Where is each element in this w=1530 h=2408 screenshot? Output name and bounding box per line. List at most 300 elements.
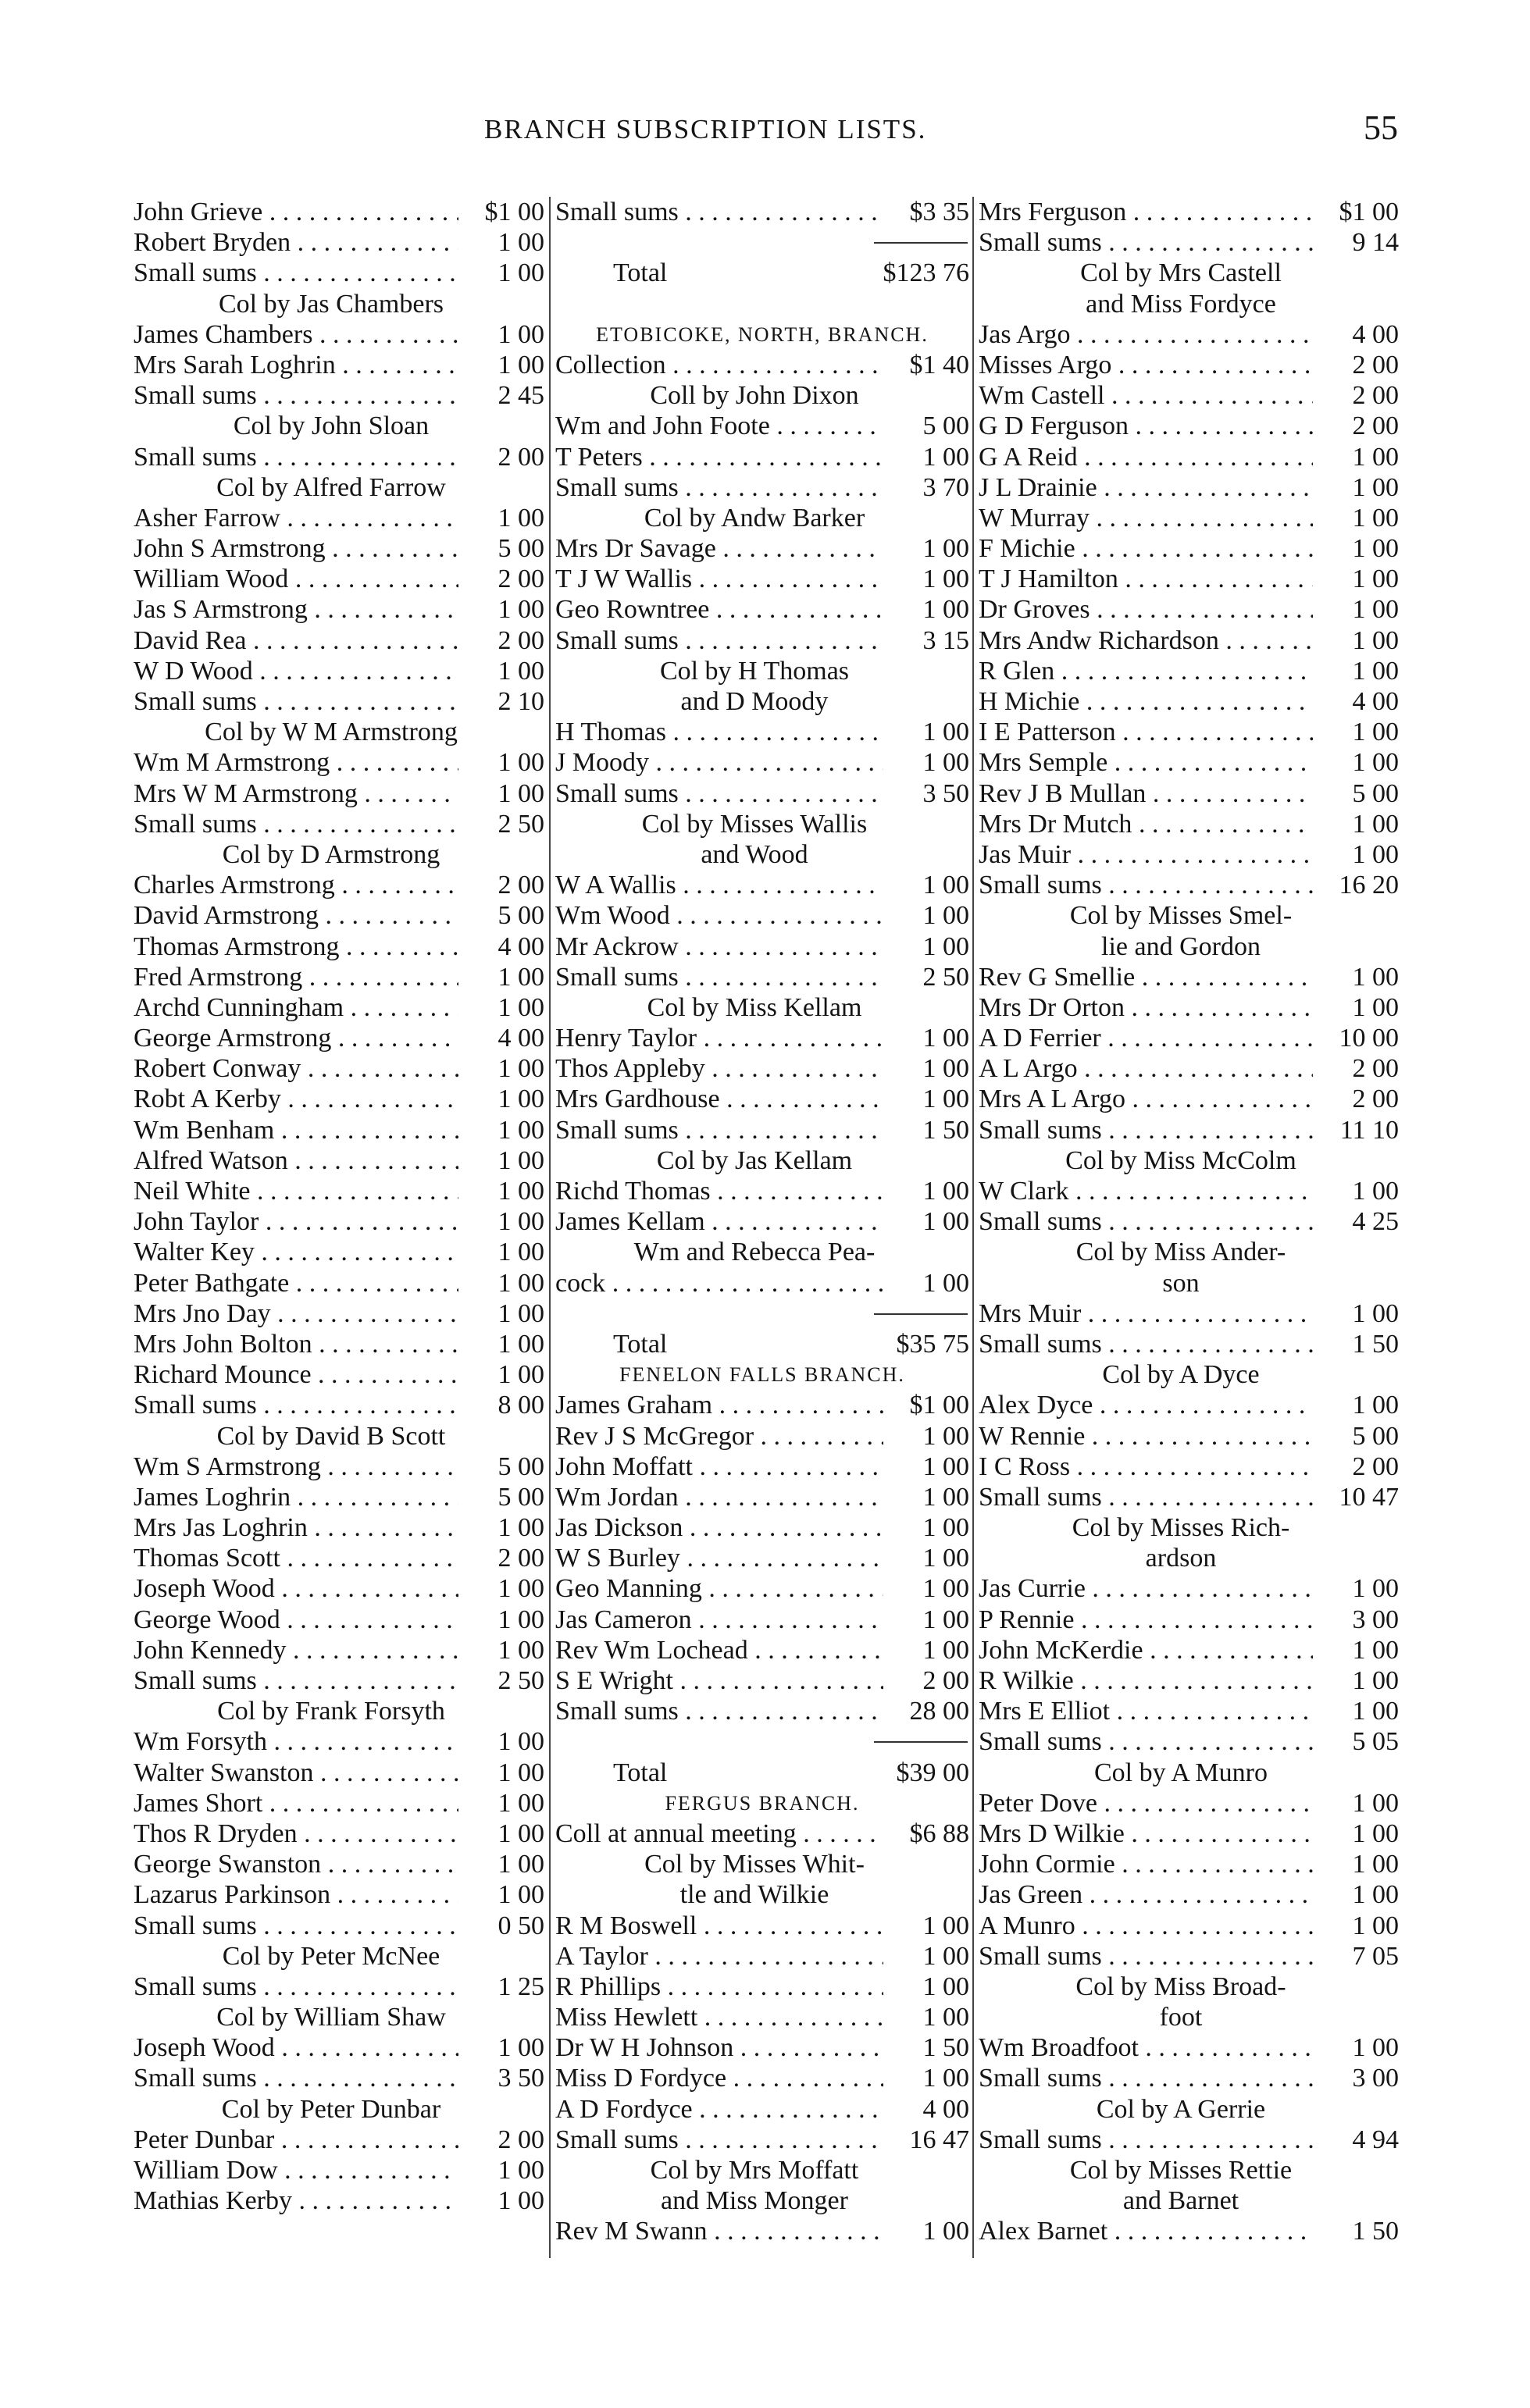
subscriber-name: Small sums . . . [555, 962, 886, 992]
subscription-amount: 1 00 [883, 717, 969, 747]
subscription-amount: 1 00 [458, 1726, 544, 1757]
subscription-entry [551, 2094, 974, 2125]
subscriber-name: Robert Bryden . . . [134, 227, 462, 258]
subscriber-name: Small sums . . . [134, 442, 462, 472]
subscription-entry [551, 1543, 974, 1573]
subscription-amount: 1 00 [458, 2032, 544, 2063]
subscriber-name: George Swanston . . . [134, 1849, 462, 1879]
subscriber-name: Archd Cunningham . . . [134, 992, 462, 1023]
subscriber-name: Mrs Dr Mutch . . . [979, 809, 1316, 839]
subscription-entry [974, 2032, 1403, 2063]
subscription-entry [129, 1726, 549, 1757]
subscription-amount: 1 00 [1313, 1635, 1399, 1665]
subscription-entry [974, 1084, 1403, 1114]
subscription-entry [551, 2125, 974, 2155]
subscription-amount: 2 45 [458, 380, 544, 411]
subscriber-name: Coll at annual meeting . . . [555, 1818, 886, 1849]
subscription-entry [974, 1788, 1403, 1818]
subscription-entry [974, 1390, 1403, 1420]
subscription-entry [974, 411, 1403, 441]
subscription-amount: 1 00 [458, 1359, 544, 1390]
subscription-amount: 5 00 [458, 533, 544, 564]
collector-heading: Col by A Gerrie [1096, 2094, 1266, 2124]
subscription-entry [551, 472, 974, 503]
subscriber-name: Lazarus Parkinson . . . [134, 1879, 462, 1910]
spacer [551, 289, 974, 319]
subscriber-name: Small sums . . . [134, 1665, 462, 1696]
subscriber-name: John Taylor . . . [134, 1206, 462, 1237]
running-title: BRANCH SUBSCRIPTION LISTS. [484, 114, 927, 144]
subscription-amount: 1 00 [883, 2216, 969, 2246]
subscription-amount: 16 20 [1313, 870, 1399, 900]
subscription-entry [974, 533, 1403, 564]
subscriber-name: I C Ross . . . [979, 1452, 1316, 1482]
subscription-amount: 1 00 [458, 1818, 544, 1849]
subscription-amount: 5 00 [458, 1482, 544, 1512]
collector-heading: Col by Miss Ander- [1075, 1238, 1286, 1267]
collector-heading: Col by Frank Forsyth [217, 1697, 445, 1726]
collector-heading: ardson [1145, 1544, 1217, 1573]
collector-heading: Col by Jas Chambers [218, 289, 444, 319]
subscription-entry [551, 1972, 974, 2002]
subscription-entry [974, 197, 1403, 227]
subscription-entry [129, 1573, 549, 1604]
column-2 [549, 197, 974, 2258]
subscriber-name: Small sums . . . [555, 1115, 886, 1145]
subscription-entry [551, 594, 974, 625]
subscription-entry [551, 442, 974, 472]
collector-heading: Col by Andw Barker [644, 503, 865, 533]
subscription-entry [551, 625, 974, 656]
subscriber-name: A Munro . . . [979, 1911, 1316, 1941]
subscription-entry [551, 1452, 974, 1482]
subscriber-name: Jas Argo . . . [979, 319, 1316, 350]
collector-heading: Col by Jas Kellam [656, 1145, 853, 1175]
subscription-entry [974, 1696, 1403, 1726]
subscription-amount: 1 00 [883, 1635, 969, 1665]
subscription-entry [551, 1053, 974, 1084]
collector-heading: Col by H Thomas [659, 656, 850, 686]
subscriber-name: Mrs Andw Richardson . . . [979, 625, 1316, 656]
subscription-amount: 1 00 [1313, 747, 1399, 778]
subscriber-name: Small sums . . . [555, 2125, 886, 2155]
subscription-amount: $1 00 [458, 197, 544, 227]
collector-heading: Col by W M Armstrong [205, 718, 458, 747]
subscription-amount: 1 00 [883, 1512, 969, 1543]
subscription-amount: 1 00 [1313, 1911, 1399, 1941]
subscription-amount: 1 00 [1313, 1176, 1399, 1206]
subscriber-name: Mrs W M Armstrong . . . [134, 778, 462, 809]
subscriber-name: George Wood . . . [134, 1605, 462, 1635]
subscription-amount: 1 00 [458, 1268, 544, 1298]
subscription-entry [551, 1482, 974, 1512]
subscription-entry [551, 1911, 974, 1941]
branch-total [551, 1329, 974, 1359]
subscriber-name: J Moody . . . [555, 747, 886, 778]
subscriber-name: Miss D Fordyce . . . [555, 2063, 886, 2093]
subscriber-name: Small sums . . . [979, 1115, 1316, 1145]
subscription-amount: 1 00 [1313, 472, 1399, 503]
subscription-amount: 5 05 [1313, 1726, 1399, 1757]
subscription-entry [129, 1084, 549, 1114]
subscriber-name: John Grieve . . . [134, 197, 462, 227]
subscription-entry [974, 1635, 1403, 1665]
subscription-amount: 1 00 [1313, 1573, 1399, 1604]
subscriber-name: A Taylor . . . [555, 1941, 886, 1972]
subscription-entry [974, 1911, 1403, 1941]
subscription-entry [974, 319, 1403, 350]
subscription-entry [551, 1390, 974, 1420]
subscription-entry [129, 2125, 549, 2155]
subscriber-name: Miss Hewlett . . . [555, 2002, 886, 2032]
subscriber-name: Small sums . . . [134, 1390, 462, 1420]
subscriber-name: Rev M Swann . . . [555, 2216, 886, 2246]
subscription-entry [551, 2063, 974, 2093]
subscription-amount: 1 00 [883, 533, 969, 564]
subscription-amount: 1 00 [458, 1298, 544, 1329]
subscription-entry [974, 1879, 1403, 1910]
subscription-entry [974, 2063, 1403, 2093]
subscriber-name: Walter Swanston . . . [134, 1758, 462, 1788]
subscription-amount: 1 00 [883, 564, 969, 594]
subscriber-name: Rev J B Mullan . . . [979, 778, 1316, 809]
subscriber-name: George Armstrong . . . [134, 1023, 462, 1053]
subscription-amount: 0 50 [458, 1911, 544, 1941]
subscription-amount: 1 00 [883, 2002, 969, 2032]
column-3 [972, 197, 1403, 2258]
subscription-amount: 1 00 [1313, 564, 1399, 594]
subscription-amount: 1 00 [1313, 1788, 1399, 1818]
subscriber-name: Alex Dyce . . . [979, 1390, 1316, 1420]
subscriber-name: Thomas Scott . . . [134, 1543, 462, 1573]
subscription-entry [129, 533, 549, 564]
subscription-entry [129, 625, 549, 656]
subscription-entry [129, 2155, 549, 2185]
subscription-amount: 28 00 [883, 1696, 969, 1726]
subscription-amount: 1 00 [458, 594, 544, 625]
subscription-amount: 7 05 [1313, 1941, 1399, 1972]
subscriber-name: Small sums . . . [134, 809, 462, 839]
subscription-entry [129, 1758, 549, 1788]
subscriber-name: Mrs E Elliot . . . [979, 1696, 1316, 1726]
subscriber-name: Peter Dove . . . [979, 1788, 1316, 1818]
subscription-entry [129, 1788, 549, 1818]
subscriber-name: Mrs Semple . . . [979, 747, 1316, 778]
subscription-amount: 1 00 [883, 1206, 969, 1237]
subscription-entry [129, 1145, 549, 1176]
subscription-amount: 5 00 [883, 411, 969, 441]
subscriber-name: R Wilkie . . . [979, 1665, 1316, 1696]
subscriber-name: Rev G Smellie . . . [979, 962, 1316, 992]
subscription-entry [974, 809, 1403, 839]
subscription-entry [129, 656, 549, 686]
subscriber-name: Peter Bathgate . . . [134, 1268, 462, 1298]
subscription-entry [129, 1298, 549, 1329]
subscriber-name: W Murray . . . [979, 503, 1316, 533]
subscription-entry [974, 686, 1403, 717]
subscriber-name: P Rennie . . . [979, 1605, 1316, 1635]
subscriber-name: David Armstrong . . . [134, 900, 462, 931]
subscription-amount: 1 00 [458, 656, 544, 686]
subscription-entry [974, 2125, 1403, 2155]
subscription-entry [551, 1635, 974, 1665]
subscriber-name: Henry Taylor . . . [555, 1023, 886, 1053]
subscription-amount: 1 00 [1313, 656, 1399, 686]
subscriber-name: Jas Muir . . . [979, 839, 1316, 870]
subscription-amount: 4 00 [458, 1023, 544, 1053]
subscription-entry [974, 1115, 1403, 1145]
subscription-amount: $1 40 [883, 350, 969, 380]
subscription-entry [129, 1543, 549, 1573]
branch-total [551, 258, 974, 288]
subscriber-name: Dr W H Johnson . . . [555, 2032, 886, 2063]
subscription-amount: 2 50 [458, 809, 544, 839]
subscriber-name: William Wood . . . [134, 564, 462, 594]
subscription-amount: 1 50 [883, 1115, 969, 1145]
subscription-amount: 1 00 [883, 1911, 969, 1941]
subscription-amount: 11 10 [1313, 1115, 1399, 1145]
subscription-amount: 1 00 [458, 1084, 544, 1114]
subscriber-name: Thomas Armstrong . . . [134, 931, 462, 962]
collector-heading: Col by Miss McColm [1065, 1145, 1296, 1175]
subscriber-name: I E Patterson . . . [979, 717, 1316, 747]
subscriber-name: Geo Manning . . . [555, 1573, 886, 1604]
total-label: Total [613, 1329, 668, 1359]
collector-heading: son [1162, 1268, 1200, 1298]
subscriber-name: Mrs Jno Day . . . [134, 1298, 462, 1329]
subscriber-name: Small sums . . . [979, 1482, 1316, 1512]
subscription-entry [129, 594, 549, 625]
subscription-amount: 2 00 [458, 870, 544, 900]
subscription-entry [974, 656, 1403, 686]
subscription-entry [129, 992, 549, 1023]
subscriber-name: James Chambers . . . [134, 319, 462, 350]
subscription-entry [129, 1176, 549, 1206]
collector-heading: foot [1159, 2003, 1203, 2032]
subscription-amount: 8 00 [458, 1390, 544, 1420]
branch-heading: FERGUS BRANCH. [665, 1791, 860, 1815]
subscription-entry [974, 625, 1403, 656]
subscriber-name: William Dow . . . [134, 2155, 462, 2185]
subscription-amount: 1 00 [1313, 962, 1399, 992]
subscription-amount: 1 00 [458, 1329, 544, 1359]
subscription-entry [974, 778, 1403, 809]
subscription-amount: 3 70 [883, 472, 969, 503]
total-label: Total [613, 258, 668, 288]
subscription-entry [974, 380, 1403, 411]
subscriber-name: W Rennie . . . [979, 1421, 1316, 1452]
subscriber-name: James Graham . . . [555, 1390, 886, 1420]
subscriber-name: James Kellam . . . [555, 1206, 886, 1237]
subscription-amount: 1 00 [883, 442, 969, 472]
subscriber-name: S E Wright . . . [555, 1665, 886, 1696]
subscription-entry [551, 2216, 974, 2246]
subscriber-name: Mrs Sarah Loghrin . . . [134, 350, 462, 380]
subscriber-name: R Phillips . . . [555, 1972, 886, 2002]
subscriber-name: H Thomas . . . [555, 717, 886, 747]
collector-heading: and D Moody [680, 687, 829, 716]
subscriber-name: A D Fordyce . . . [555, 2094, 886, 2125]
subscription-amount: 1 25 [458, 1972, 544, 2002]
subscriber-name: Fred Armstrong . . . [134, 962, 462, 992]
subscription-amount: 4 25 [1313, 1206, 1399, 1237]
collector-heading: Col by Misses Whit- [644, 1850, 865, 1879]
subscriber-name: Small sums . . . [555, 197, 886, 227]
subscriber-name: James Short . . . [134, 1788, 462, 1818]
subscription-amount: 1 00 [1313, 1665, 1399, 1696]
subscription-entry [129, 1849, 549, 1879]
subscription-amount: 1 00 [458, 1115, 544, 1145]
subscription-amount: 1 50 [1313, 1329, 1399, 1359]
subscriber-name: Wm Broadfoot . . . [979, 2032, 1316, 2063]
subscription-amount: 5 00 [1313, 1421, 1399, 1452]
subscriber-name: Jas S Armstrong . . . [134, 594, 462, 625]
subscription-amount: 1 00 [458, 1879, 544, 1910]
subscription-amount: 1 00 [458, 992, 544, 1023]
subscription-amount: 1 00 [458, 1605, 544, 1635]
collector-heading: and Wood [701, 839, 808, 869]
rule-line [874, 1313, 968, 1315]
collector-heading: Col by Miss Broad- [1075, 1972, 1286, 2001]
subscription-amount: 2 00 [1313, 1452, 1399, 1482]
subscriber-name: T Peters . . . [555, 442, 886, 472]
total-amount: $123 76 [883, 258, 969, 288]
subscription-amount: 1 00 [458, 319, 544, 350]
subscriber-name: Walter Key . . . [134, 1237, 462, 1267]
subscriber-name: Small sums . . . [555, 778, 886, 809]
subscription-amount: 1 00 [1313, 1390, 1399, 1420]
subscription-entry [974, 2216, 1403, 2246]
subscription-entry [129, 1512, 549, 1543]
subscription-entry [974, 1605, 1403, 1635]
subscriber-name: Small sums . . . [979, 227, 1316, 258]
collector-heading: Col by John Sloan [233, 411, 430, 441]
subscriber-name: Wm Forsyth . . . [134, 1726, 462, 1757]
subscriber-name: Small sums . . . [555, 1696, 886, 1726]
subscription-entry [551, 1206, 974, 1237]
subscriber-name: Geo Rowntree . . . [555, 594, 886, 625]
subscription-amount: 1 00 [458, 1758, 544, 1788]
subscription-amount: 2 50 [883, 962, 969, 992]
subscription-entry [129, 319, 549, 350]
subscription-amount: 3 00 [1313, 2063, 1399, 2093]
subscriber-name: Small sums . . . [134, 2063, 462, 2093]
subscription-entry [129, 1268, 549, 1298]
subscriber-name: John Moffatt . . . [555, 1452, 886, 1482]
subscriber-name: W S Burley . . . [555, 1543, 886, 1573]
subscription-amount: 1 00 [458, 1237, 544, 1267]
subscription-entry [974, 1452, 1403, 1482]
subscriber-name: Robert Conway . . . [134, 1053, 462, 1084]
subscription-amount: 10 00 [1313, 1023, 1399, 1053]
subscription-entry [129, 1023, 549, 1053]
subscriber-name: Jas Dickson . . . [555, 1512, 886, 1543]
subscriber-name: R Glen . . . [979, 656, 1316, 686]
subscriber-name: David Rea . . . [134, 625, 462, 656]
subscription-entry [551, 1941, 974, 1972]
subscriber-name: Small sums . . . [979, 1206, 1316, 1237]
subscription-entry [129, 1482, 549, 1512]
subscription-amount: 5 00 [458, 1452, 544, 1482]
collector-heading: Col by Miss Kellam [647, 992, 862, 1022]
subscriber-name: Alfred Watson . . . [134, 1145, 462, 1176]
subscription-amount: 1 00 [1313, 992, 1399, 1023]
collector-heading: Col by Misses Wallis [641, 809, 868, 839]
collector-heading: Col by Misses Smel- [1069, 901, 1293, 931]
subscription-entry [974, 564, 1403, 594]
subscriber-name: Collection . . . [555, 350, 886, 380]
subscription-amount: 2 10 [458, 686, 544, 717]
subscription-amount: 1 00 [883, 870, 969, 900]
subscription-entry [551, 870, 974, 900]
subscription-amount: 1 50 [1313, 2216, 1399, 2246]
subscription-amount: $1 00 [883, 1390, 969, 1420]
subscription-entry [974, 1176, 1403, 1206]
collector-heading: and Miss Monger [661, 2186, 848, 2216]
subscriber-name: Asher Farrow . . . [134, 503, 462, 533]
subscription-entry [129, 1329, 549, 1359]
subscriber-name: Mrs Jas Loghrin . . . [134, 1512, 462, 1543]
subscriber-name: Rev Wm Lochead . . . [555, 1635, 886, 1665]
subscriber-name: Small sums . . . [979, 870, 1316, 900]
total-label: Total [613, 1758, 668, 1787]
subscription-entry [551, 1421, 974, 1452]
subscriber-name: Wm M Armstrong . . . [134, 747, 462, 778]
subscription-amount: 3 50 [883, 778, 969, 809]
subscription-amount: 16 47 [883, 2125, 969, 2155]
subscription-amount: 1 00 [883, 1421, 969, 1452]
subscription-entry [129, 442, 549, 472]
subscription-amount: 1 00 [1313, 717, 1399, 747]
subscription-entry [974, 503, 1403, 533]
subscription-amount: 1 00 [883, 1084, 969, 1114]
collector-heading: Col by Peter Dunbar [221, 2094, 441, 2124]
subscription-amount: 5 00 [458, 900, 544, 931]
subscription-entry [974, 717, 1403, 747]
subscription-entry [974, 227, 1403, 258]
subscription-amount: $6 88 [883, 1818, 969, 1849]
subscriber-name: Small sums . . . [555, 472, 886, 503]
subscriber-name: Thos R Dryden . . . [134, 1818, 462, 1849]
subscriber-name: H Michie . . . [979, 686, 1316, 717]
subscription-amount: 1 00 [883, 1482, 969, 1512]
subscription-entry [551, 1512, 974, 1543]
subscription-entry [974, 350, 1403, 380]
subscription-entry [551, 1665, 974, 1696]
subscription-amount: 2 00 [458, 2125, 544, 2155]
subscription-entry [129, 900, 549, 931]
subscriber-name: J L Drainie . . . [979, 472, 1316, 503]
subscriber-name: A D Ferrier . . . [979, 1023, 1316, 1053]
subscription-amount: 1 00 [883, 931, 969, 962]
subscriber-name: Small sums . . . [134, 1972, 462, 2002]
subscription-amount: $1 00 [1313, 197, 1399, 227]
subscriber-name: Wm Wood . . . [555, 900, 886, 931]
subscription-amount: 2 00 [458, 442, 544, 472]
subscription-amount: 1 00 [1313, 503, 1399, 533]
subscriber-name: Alex Barnet . . . [979, 2216, 1316, 2246]
subscription-amount: 4 00 [1313, 686, 1399, 717]
subscription-entry [129, 1818, 549, 1849]
page-number: 55 [1364, 109, 1398, 147]
subscription-entry [129, 2032, 549, 2063]
subscription-amount: 1 00 [458, 962, 544, 992]
subscription-amount: 4 00 [458, 931, 544, 962]
subscription-entry [974, 594, 1403, 625]
subscription-amount: 1 00 [458, 778, 544, 809]
subscriber-name: Dr Groves . . . [979, 594, 1316, 625]
total-rule [551, 1726, 974, 1757]
